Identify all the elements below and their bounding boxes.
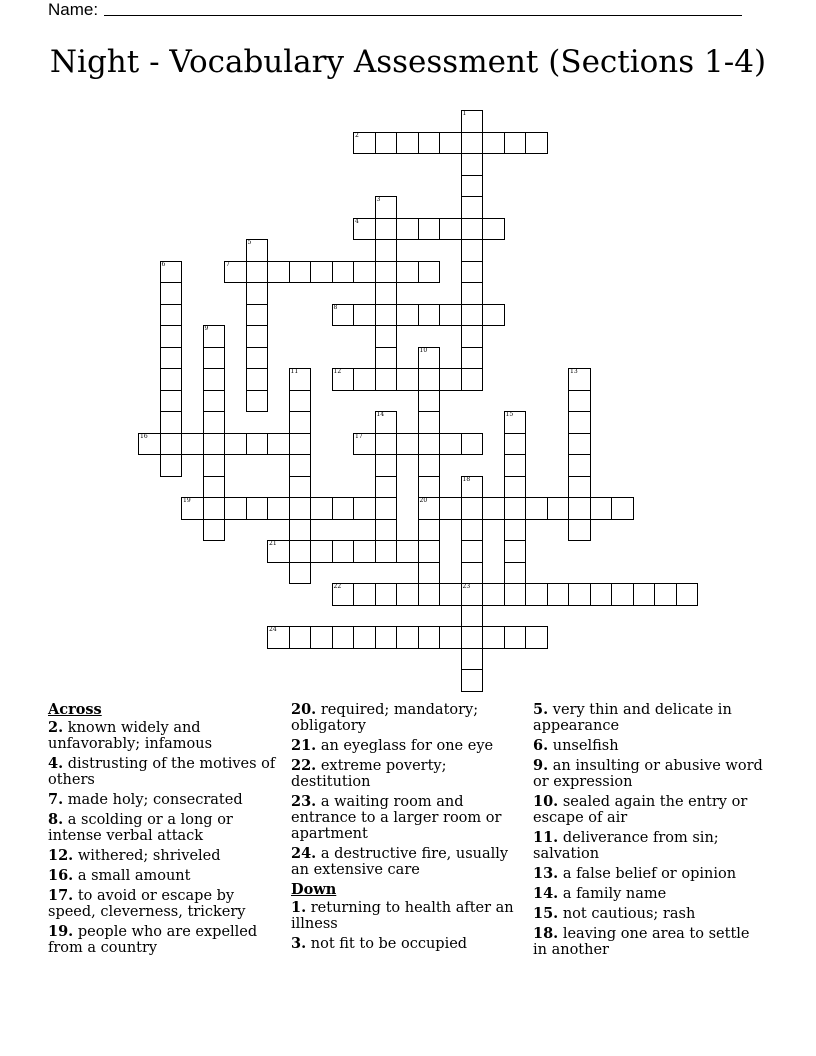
crossword-cell[interactable]: [439, 218, 462, 241]
crossword-cell[interactable]: [289, 368, 312, 391]
crossword-cell[interactable]: [504, 497, 527, 520]
crossword-cell[interactable]: [396, 132, 419, 155]
clue-number: 7: [226, 260, 230, 268]
crossword-cell[interactable]: [160, 368, 183, 391]
crossword-cell[interactable]: [375, 239, 398, 262]
crossword-cell[interactable]: [547, 583, 570, 606]
crossword-cell[interactable]: [654, 583, 677, 606]
clue-across-21: 21. an eyeglass for one eye: [291, 737, 494, 754]
crossword-cell[interactable]: [310, 540, 333, 563]
crossword-cell[interactable]: [461, 110, 484, 133]
crossword-cell[interactable]: [461, 368, 484, 391]
crossword-cell[interactable]: [568, 497, 591, 520]
clue-across-7: 7. made holy; consecrated: [48, 791, 243, 808]
crossword-cell[interactable]: [633, 583, 656, 606]
clue-across-20: 20. required; mandatory; obligatory: [291, 701, 479, 734]
crossword-cell[interactable]: [568, 476, 591, 499]
crossword-cell[interactable]: [375, 497, 398, 520]
crossword-cell[interactable]: [289, 261, 312, 284]
crossword-cell[interactable]: [375, 347, 398, 370]
crossword-cell[interactable]: [353, 583, 376, 606]
crossword-cell[interactable]: [267, 626, 290, 649]
crossword-cell[interactable]: [439, 368, 462, 391]
crossword-cell[interactable]: [418, 476, 441, 499]
crossword-cell[interactable]: [568, 454, 591, 477]
clue-number: 12: [333, 368, 342, 375]
crossword-cell[interactable]: [160, 411, 183, 434]
crossword-cell[interactable]: [568, 433, 591, 456]
crossword-cell[interactable]: [547, 497, 570, 520]
crossword-cell[interactable]: [246, 261, 269, 284]
crossword-cell[interactable]: [418, 347, 441, 370]
crossword-cell[interactable]: [203, 497, 226, 520]
crossword-cell[interactable]: [461, 519, 484, 542]
crossword-cell[interactable]: [418, 261, 441, 284]
clues-column-1: [48, 702, 280, 960]
crossword-cell[interactable]: [396, 218, 419, 241]
crossword-cell[interactable]: [504, 562, 527, 585]
crossword-cell[interactable]: [289, 626, 312, 649]
crossword-cell[interactable]: [418, 562, 441, 585]
crossword-cell[interactable]: [224, 433, 247, 456]
crossword-cell[interactable]: [568, 519, 591, 542]
crossword-cell[interactable]: [418, 540, 441, 563]
name-label: Name:: [48, 0, 99, 19]
clue-across-23: 23. a waiting room and entrance to a larger room or apartment: [291, 793, 502, 842]
crossword-cell[interactable]: [224, 261, 247, 284]
clue-number: 8: [333, 303, 338, 311]
clue-number: 11: [290, 368, 299, 375]
crossword-cell[interactable]: [504, 519, 527, 542]
crossword-cell[interactable]: [353, 368, 376, 391]
clue-number: 20: [419, 497, 428, 504]
crossword-cell[interactable]: [224, 497, 247, 520]
crossword-cell[interactable]: [160, 325, 183, 348]
crossword-cell[interactable]: [203, 433, 226, 456]
crossword-cell[interactable]: [439, 497, 462, 520]
crossword-cell[interactable]: [375, 282, 398, 305]
crossword-cell[interactable]: [246, 390, 269, 413]
crossword-cell[interactable]: [482, 218, 505, 241]
crossword-cell[interactable]: [568, 390, 591, 413]
crossword-cell[interactable]: [267, 497, 290, 520]
crossword-cell[interactable]: [289, 497, 312, 520]
crossword-cell[interactable]: [590, 583, 613, 606]
crossword-cell[interactable]: [375, 196, 398, 219]
crossword-cell[interactable]: [138, 433, 161, 456]
crossword-cell[interactable]: [310, 261, 333, 284]
clue-across-12: 12. withered; shriveled: [48, 847, 221, 864]
crossword-cell[interactable]: [246, 282, 269, 305]
crossword-cell[interactable]: [568, 368, 591, 391]
down-heading: Down: [291, 881, 337, 898]
clue-number: 17: [355, 432, 363, 440]
crossword-cell[interactable]: [525, 626, 548, 649]
crossword-cell[interactable]: [482, 583, 505, 606]
crossword-cell[interactable]: [353, 540, 376, 563]
crossword-cell[interactable]: [203, 325, 226, 348]
crossword-cell[interactable]: [504, 583, 527, 606]
crossword-cell[interactable]: [289, 433, 312, 456]
crossword-cell[interactable]: [504, 454, 527, 477]
clue-across-16: 16. a small amount: [48, 867, 191, 884]
crossword-cell[interactable]: [504, 132, 527, 155]
clue-across-8: 8. a scolding or a long or intense verbal attack: [48, 811, 233, 844]
crossword-cell[interactable]: [203, 454, 226, 477]
page-title: Night - Vocabulary Assessment (Sections 1-4): [49, 44, 767, 80]
crossword-cell[interactable]: [246, 433, 269, 456]
crossword-cell[interactable]: [461, 433, 484, 456]
crossword-cell[interactable]: [181, 433, 204, 456]
crossword-cell[interactable]: [160, 282, 183, 305]
crossword-cell[interactable]: [375, 583, 398, 606]
crossword-cell[interactable]: [332, 304, 355, 327]
crossword-cell[interactable]: [353, 626, 376, 649]
crossword-cell[interactable]: [482, 304, 505, 327]
clue-number: 22: [333, 583, 342, 590]
crossword-cell[interactable]: [332, 540, 355, 563]
crossword-cell[interactable]: [396, 433, 419, 456]
clue-number: 1: [462, 110, 467, 117]
crossword-cell[interactable]: [418, 497, 441, 520]
crossword-cell[interactable]: [310, 497, 333, 520]
clue-number: 19: [183, 497, 191, 504]
clue-number: 3: [376, 196, 381, 203]
crossword-cell[interactable]: [375, 304, 398, 327]
crossword-cell[interactable]: [375, 325, 398, 348]
clue-across-17: 17. to avoid or escape by speed, cleverness, trickery: [48, 887, 246, 920]
crossword-cell[interactable]: [396, 261, 419, 284]
crossword-cell[interactable]: [461, 497, 484, 520]
crossword-cell[interactable]: [289, 476, 312, 499]
clue-down-18: 18. leaving one area to settle in another: [533, 925, 750, 958]
crossword-cell[interactable]: [353, 218, 376, 241]
crossword-cell[interactable]: [418, 433, 441, 456]
crossword-cell[interactable]: [332, 368, 355, 391]
clues-column-3: [533, 702, 768, 962]
clue-across-19: 19. people who are expelled from a country: [48, 923, 258, 956]
crossword-cell[interactable]: [353, 261, 376, 284]
crossword-cell[interactable]: [203, 390, 226, 413]
crossword-cell[interactable]: [160, 347, 183, 370]
crossword-cell[interactable]: [396, 368, 419, 391]
crossword-cell[interactable]: [461, 583, 484, 606]
crossword-cell[interactable]: [525, 497, 548, 520]
crossword-cell[interactable]: [482, 497, 505, 520]
crossword-cell[interactable]: [160, 454, 183, 477]
crossword-cell[interactable]: [353, 497, 376, 520]
crossword-cell[interactable]: [568, 583, 591, 606]
crossword-cell[interactable]: [289, 411, 312, 434]
clue-number: 21: [269, 540, 277, 547]
crossword-cell[interactable]: [439, 626, 462, 649]
clue-across-24: 24. a destructive fire, usually an extensive care: [291, 845, 509, 878]
crossword-cell[interactable]: [289, 562, 312, 585]
crossword-cell[interactable]: [461, 476, 484, 499]
crossword-cell[interactable]: [246, 497, 269, 520]
crossword-cell[interactable]: [246, 239, 269, 262]
clue-down-3: 3. not fit to be occupied: [291, 935, 468, 952]
crossword-cell[interactable]: [375, 454, 398, 477]
clue-number: 9: [204, 325, 209, 332]
crossword-cell[interactable]: [289, 454, 312, 477]
crossword-cell[interactable]: [418, 218, 441, 241]
crossword-cell[interactable]: [568, 411, 591, 434]
crossword-cell[interactable]: [246, 304, 269, 327]
crossword-cell[interactable]: [504, 411, 527, 434]
clue-number: 2: [355, 131, 359, 139]
crossword-cell[interactable]: [289, 540, 312, 563]
crossword-cell[interactable]: [203, 368, 226, 391]
crossword-cell[interactable]: [160, 261, 183, 284]
crossword-cell[interactable]: [461, 605, 484, 628]
clue-down-13: 13. a false belief or opinion: [533, 865, 737, 882]
clue-number: 6: [161, 260, 166, 268]
clue-number: 13: [570, 368, 578, 375]
crossword-cell[interactable]: [332, 497, 355, 520]
clue-down-14: 14. a family name: [533, 885, 667, 902]
crossword-cell[interactable]: [418, 390, 441, 413]
crossword-cell[interactable]: [267, 433, 290, 456]
clue-across-22: 22. extreme poverty; destitution: [291, 757, 447, 790]
clue-number: 5: [247, 239, 252, 246]
clue-number: 4: [355, 217, 359, 225]
across-heading: Across: [48, 701, 102, 718]
crossword-cell[interactable]: [461, 196, 484, 219]
crossword-cell[interactable]: [418, 411, 441, 434]
crossword-cell[interactable]: [375, 132, 398, 155]
crossword-cell[interactable]: [418, 132, 441, 155]
clue-down-6: 6. unselfish: [533, 737, 619, 754]
crossword-cell[interactable]: [504, 476, 527, 499]
crossword-cell[interactable]: [439, 132, 462, 155]
crossword-cell[interactable]: [418, 368, 441, 391]
crossword-cell[interactable]: [246, 325, 269, 348]
crossword-cell[interactable]: [525, 132, 548, 155]
clue-across-4: 4. distrusting of the motives of others: [48, 755, 276, 788]
crossword-cell[interactable]: [461, 304, 484, 327]
crossword-cell[interactable]: [396, 304, 419, 327]
crossword-cell[interactable]: [676, 583, 699, 606]
crossword-cell[interactable]: [461, 347, 484, 370]
crossword-cell[interactable]: [396, 626, 419, 649]
crossword-cell[interactable]: [418, 304, 441, 327]
crossword-cell[interactable]: [332, 626, 355, 649]
crossword-cell[interactable]: [461, 562, 484, 585]
crossword-cell[interactable]: [375, 261, 398, 284]
crossword-cell[interactable]: [525, 583, 548, 606]
crossword-cell[interactable]: [332, 261, 355, 284]
crossword-cell[interactable]: [203, 411, 226, 434]
crossword-cell[interactable]: [246, 347, 269, 370]
clue-number: 16: [140, 432, 148, 440]
crossword-cell[interactable]: [611, 497, 634, 520]
crossword-cell[interactable]: [418, 454, 441, 477]
crossword-cell[interactable]: [504, 433, 527, 456]
crossword-cell[interactable]: [203, 476, 226, 499]
crossword-cell[interactable]: [418, 583, 441, 606]
crossword-cell[interactable]: [353, 132, 376, 155]
crossword-cell[interactable]: [461, 282, 484, 305]
crossword-cell[interactable]: [439, 583, 462, 606]
crossword-cell[interactable]: [353, 433, 376, 456]
clue-down-15: 15. not cautious; rash: [533, 905, 696, 922]
crossword-cell[interactable]: [181, 497, 204, 520]
clue-number: 24: [269, 626, 277, 633]
clue-down-5: 5. very thin and delicate in appearance: [533, 701, 732, 734]
crossword-cell[interactable]: [611, 583, 634, 606]
crossword-cell[interactable]: [504, 540, 527, 563]
crossword-cell[interactable]: [396, 540, 419, 563]
crossword-cell[interactable]: [203, 347, 226, 370]
crossword-cell[interactable]: [461, 648, 484, 671]
crossword-cell[interactable]: [461, 175, 484, 198]
crossword-cell[interactable]: [160, 390, 183, 413]
crossword-cell[interactable]: [504, 626, 527, 649]
crossword-cell[interactable]: [160, 433, 183, 456]
clues-column-2: [291, 702, 523, 956]
crossword-cell[interactable]: [375, 433, 398, 456]
clue-number: 18: [462, 475, 471, 483]
crossword-cell[interactable]: [375, 476, 398, 499]
crossword-cell[interactable]: [461, 132, 484, 155]
crossword-cell[interactable]: [461, 261, 484, 284]
clue-number: 15: [505, 411, 514, 418]
clue-number: 23: [462, 583, 471, 590]
crossword-cell[interactable]: [418, 519, 441, 542]
crossword-cell[interactable]: [461, 153, 484, 176]
clue-across-2: 2. known widely and unfavorably; infamous: [48, 719, 213, 752]
crossword-cell[interactable]: [461, 325, 484, 348]
crossword-cell[interactable]: [160, 304, 183, 327]
crossword-cell[interactable]: [289, 519, 312, 542]
crossword-cell[interactable]: [590, 497, 613, 520]
clue-down-1: 1. returning to health after an illness: [291, 899, 514, 932]
crossword-cell[interactable]: [461, 626, 484, 649]
crossword-cell[interactable]: [375, 368, 398, 391]
clue-number: 10: [419, 346, 428, 354]
crossword-cell[interactable]: [203, 519, 226, 542]
crossword-cell[interactable]: [461, 239, 484, 262]
crossword-cell[interactable]: [375, 626, 398, 649]
crossword-cell[interactable]: [461, 669, 484, 692]
crossword-cell[interactable]: [353, 304, 376, 327]
crossword-cell[interactable]: [375, 411, 398, 434]
crossword-cell[interactable]: [439, 433, 462, 456]
clue-down-10: 10. sealed again the entry or escape of air: [533, 793, 748, 826]
crossword-cell[interactable]: [246, 368, 269, 391]
crossword-cell[interactable]: [375, 519, 398, 542]
crossword-cell[interactable]: [461, 218, 484, 241]
clue-down-11: 11. deliverance from sin; salvation: [533, 829, 719, 862]
crossword-cell[interactable]: [418, 626, 441, 649]
crossword-cell[interactable]: [396, 583, 419, 606]
crossword-cell[interactable]: [439, 304, 462, 327]
clue-number: 14: [376, 411, 385, 418]
crossword-cell[interactable]: [267, 540, 290, 563]
clue-down-9: 9. an insulting or abusive word or expression: [533, 757, 763, 790]
crossword-cell[interactable]: [482, 626, 505, 649]
crossword-cell[interactable]: [267, 261, 290, 284]
crossword-cell[interactable]: [310, 626, 333, 649]
crossword-cell[interactable]: [332, 583, 355, 606]
crossword-cell[interactable]: [375, 540, 398, 563]
crossword-cell[interactable]: [461, 540, 484, 563]
crossword-cell[interactable]: [289, 390, 312, 413]
crossword-cell[interactable]: [482, 132, 505, 155]
crossword-cell[interactable]: [375, 218, 398, 241]
